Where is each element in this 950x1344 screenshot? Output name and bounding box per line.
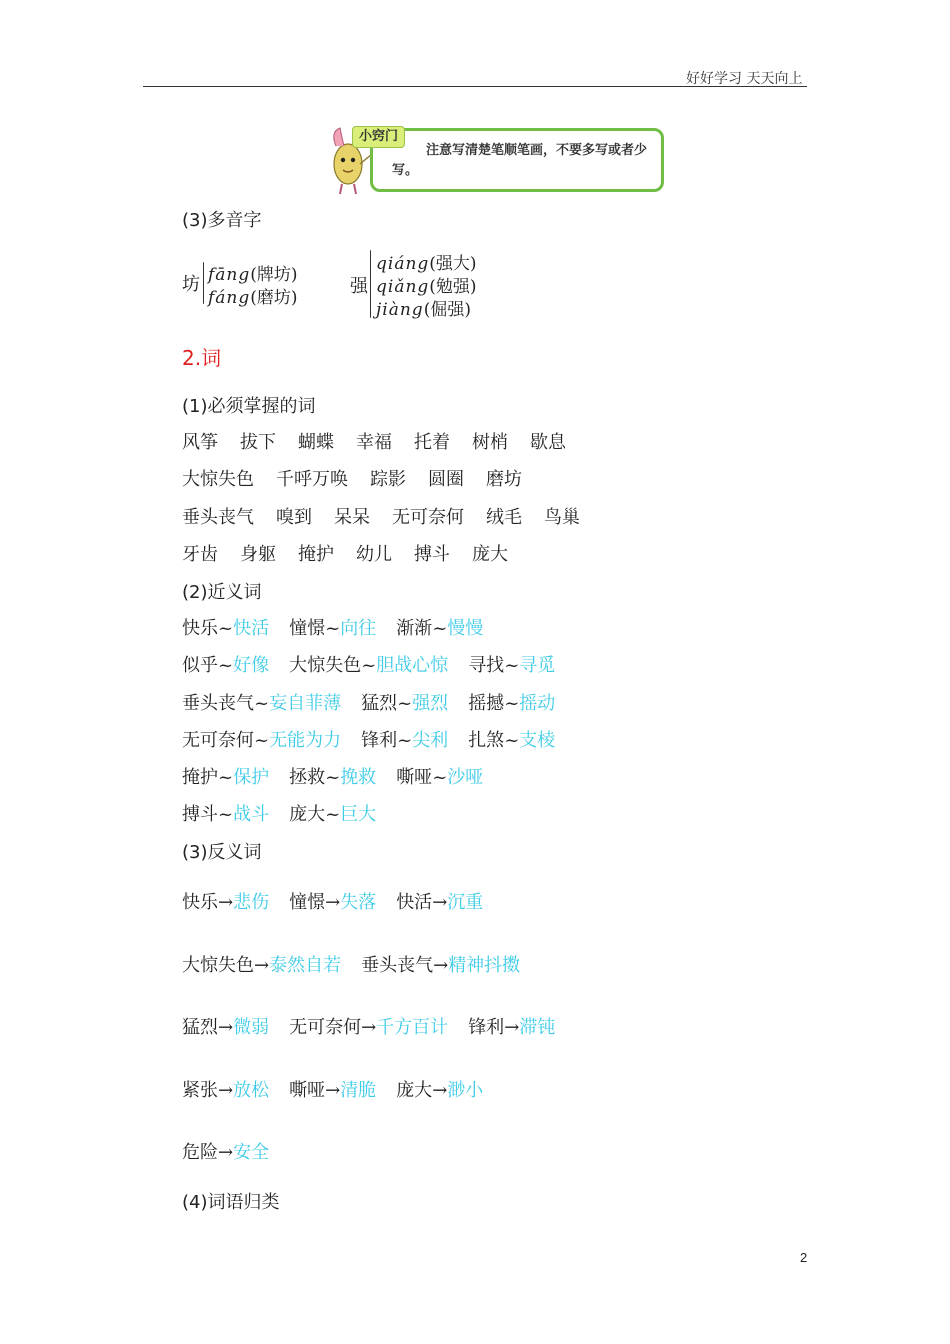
pair-separator: ~ <box>361 655 377 676</box>
pair-separator: ~ <box>432 767 448 788</box>
pair-term: 庞大 <box>396 1080 433 1101</box>
pair-answer: 好像 <box>233 655 270 676</box>
pair-answer: 战斗 <box>233 804 270 825</box>
pair-term: 无可奈何 <box>182 730 254 751</box>
pair-answer: 向往 <box>340 618 377 639</box>
pair-separator: ~ <box>397 693 413 714</box>
pair-separator: ~ <box>254 693 270 714</box>
pair-separator: → <box>218 1142 234 1163</box>
pair-separator: ~ <box>254 730 270 751</box>
pair-separator: → <box>325 1080 341 1101</box>
vocab-word: 踪影 <box>370 469 406 490</box>
pair-answer: 滞钝 <box>519 1017 556 1038</box>
word-pair <box>182 891 269 915</box>
vocab-word: 蝴蝶 <box>298 432 334 453</box>
pair-answer: 胆战心惊 <box>376 655 449 676</box>
vocab-word: 幼儿 <box>356 544 392 565</box>
vocab-word: 风筝 <box>182 432 218 453</box>
pair-separator: ~ <box>325 804 341 825</box>
pair-separator: → <box>504 1017 520 1038</box>
pair-separator: → <box>432 1080 448 1101</box>
vocab-word: 身躯 <box>240 544 276 565</box>
word-pair <box>289 891 376 915</box>
word-row <box>182 543 530 567</box>
synonym-row <box>182 803 396 827</box>
synonym-row <box>182 654 575 678</box>
antonym-row <box>182 954 540 978</box>
vocab-word: 呆呆 <box>334 507 370 528</box>
vocab-word: 鸟巢 <box>544 507 580 528</box>
pair-separator: → <box>218 892 234 913</box>
pair-term: 憧憬 <box>289 892 326 913</box>
pair-answer: 慢慢 <box>447 618 484 639</box>
pair-separator: ~ <box>504 655 520 676</box>
pair-answer: 妄自菲薄 <box>269 693 342 714</box>
pair-term: 嘶哑 <box>289 1080 326 1101</box>
section-heading: 2.词 <box>182 346 222 370</box>
vocab-word: 拔下 <box>240 432 276 453</box>
brace <box>203 262 204 304</box>
antonyms-title: (3)反义词 <box>182 842 262 863</box>
pair-answer: 沙哑 <box>447 767 484 788</box>
header-text: 好好学习 天天向上 <box>686 71 803 87</box>
synonym-row <box>182 617 503 641</box>
pair-answer: 巨大 <box>340 804 377 825</box>
pair-separator: ~ <box>504 693 520 714</box>
word-pair <box>468 729 555 753</box>
word-pair <box>289 766 376 790</box>
pinyin-reading: fāng(牌坊) <box>208 265 298 285</box>
vocab-word: 幸福 <box>356 432 392 453</box>
must-words-title: (1)必须掌握的词 <box>182 396 316 417</box>
tip-text: 注意写清楚笔顺笔画，不要多写或者少写。 <box>392 143 648 178</box>
pair-term: 大惊失色 <box>182 955 254 976</box>
vocab-word: 搏斗 <box>414 544 450 565</box>
word-pair <box>182 692 341 716</box>
pinyin-reading: qiǎng(勉强) <box>376 277 477 297</box>
vocab-word: 圆圈 <box>428 469 464 490</box>
pair-separator: ~ <box>397 730 413 751</box>
pinyin-reading: fáng(磨坊) <box>208 288 298 308</box>
pinyin-reading: qiáng(强大) <box>376 254 477 274</box>
header-rule <box>143 86 807 87</box>
word-pair <box>182 1079 269 1103</box>
pair-term: 垂头丧气 <box>361 955 434 976</box>
pair-separator: → <box>433 955 449 976</box>
pair-term: 快乐 <box>182 892 218 913</box>
word-pair <box>182 1016 269 1040</box>
vocab-word: 无可奈何 <box>392 507 464 528</box>
word-pair <box>289 803 376 827</box>
pair-term: 憧憬 <box>289 618 326 639</box>
tip-badge: 小窍门 <box>352 126 405 148</box>
pair-answer: 安全 <box>233 1142 270 1163</box>
pair-separator: → <box>254 955 270 976</box>
pair-answer: 无能为力 <box>269 730 342 751</box>
page-number: 2 <box>800 1250 808 1265</box>
pair-answer: 尖利 <box>412 730 449 751</box>
pair-term: 似乎 <box>182 655 218 676</box>
vocab-word: 垂头丧气 <box>182 507 254 528</box>
poly-char: 坊 <box>182 274 200 295</box>
pair-term: 锋利 <box>468 1017 505 1038</box>
pair-separator: ~ <box>504 730 520 751</box>
word-pair <box>468 692 555 716</box>
polyphonic-title: (3)多音字 <box>182 210 262 231</box>
vocab-word: 树梢 <box>472 432 508 453</box>
word-pair <box>182 803 269 827</box>
word-pair <box>289 654 448 678</box>
word-pair <box>396 766 483 790</box>
pair-term: 渐渐 <box>396 618 433 639</box>
pair-answer: 清脆 <box>340 1080 377 1101</box>
pair-answer: 支棱 <box>519 730 556 751</box>
word-row <box>182 468 544 492</box>
pair-term: 危险 <box>182 1142 218 1163</box>
synonyms-title: (2)近义词 <box>182 582 262 603</box>
word-pair <box>182 766 269 790</box>
word-pair <box>182 729 341 753</box>
word-pair <box>361 692 448 716</box>
synonym-row <box>182 766 503 790</box>
pair-term: 寻找 <box>468 655 505 676</box>
pair-answer: 失落 <box>340 892 377 913</box>
vocab-word: 歇息 <box>530 432 566 453</box>
pair-term: 猛烈 <box>361 693 398 714</box>
pair-term: 嘶哑 <box>396 767 433 788</box>
pinyin-reading: jiàng(倔强) <box>376 300 471 320</box>
pair-separator: ~ <box>218 804 234 825</box>
antonym-row <box>182 891 503 915</box>
pair-term: 快乐 <box>182 618 218 639</box>
pair-answer: 精神抖擞 <box>448 955 521 976</box>
word-pair <box>468 654 555 678</box>
pair-answer: 快活 <box>233 618 270 639</box>
synonym-row <box>182 692 575 716</box>
pair-separator: ~ <box>218 767 234 788</box>
pair-term: 快活 <box>396 892 433 913</box>
antonym-row <box>182 1079 503 1103</box>
pair-separator: ~ <box>432 618 448 639</box>
vocab-word: 庞大 <box>472 544 508 565</box>
pair-term: 摇撼 <box>468 693 505 714</box>
word-pair <box>468 1016 555 1040</box>
pair-term: 庞大 <box>289 804 326 825</box>
vocab-word: 千呼万唤 <box>276 469 348 490</box>
word-row <box>182 506 602 530</box>
pair-answer: 悲伤 <box>233 892 270 913</box>
pair-answer: 沉重 <box>447 892 484 913</box>
word-pair <box>289 1079 376 1103</box>
pair-term: 无可奈何 <box>289 1017 362 1038</box>
pair-separator: ~ <box>218 618 234 639</box>
vocab-word: 大惊失色 <box>182 469 254 490</box>
vocab-word: 嗅到 <box>276 507 312 528</box>
brace <box>370 250 371 318</box>
pair-term: 拯救 <box>289 767 326 788</box>
poly-char: 强 <box>350 276 368 297</box>
vocab-word: 牙齿 <box>182 544 218 565</box>
synonym-row <box>182 729 575 753</box>
pair-answer: 摇动 <box>519 693 556 714</box>
vocab-word: 磨坊 <box>486 469 522 490</box>
pair-term: 垂头丧气 <box>182 693 254 714</box>
vocab-word: 掩护 <box>298 544 334 565</box>
pair-answer: 强烈 <box>412 693 449 714</box>
word-pair <box>289 617 376 641</box>
word-pair <box>182 617 269 641</box>
word-pair <box>182 954 341 978</box>
pair-answer: 千方百计 <box>376 1017 449 1038</box>
antonym-row <box>182 1016 575 1040</box>
pair-separator: → <box>361 1017 377 1038</box>
pair-answer: 放松 <box>233 1080 270 1101</box>
word-pair <box>289 1016 448 1040</box>
pair-answer: 保护 <box>233 767 270 788</box>
classify-title: (4)词语归类 <box>182 1192 280 1213</box>
vocab-word: 绒毛 <box>486 507 522 528</box>
pair-separator: → <box>218 1017 234 1038</box>
pair-term: 猛烈 <box>182 1017 218 1038</box>
pair-separator: → <box>325 892 341 913</box>
word-row <box>182 431 588 455</box>
pair-answer: 微弱 <box>233 1017 270 1038</box>
pair-answer: 寻觅 <box>519 655 556 676</box>
word-pair <box>182 654 269 678</box>
pair-term: 搏斗 <box>182 804 218 825</box>
vocab-word: 托着 <box>414 432 450 453</box>
word-pair <box>182 1141 269 1165</box>
pair-separator: → <box>432 892 448 913</box>
pair-term: 紧张 <box>182 1080 218 1101</box>
pair-separator: ~ <box>218 655 234 676</box>
word-pair <box>361 729 448 753</box>
pair-separator: ~ <box>325 767 341 788</box>
word-pair <box>396 891 483 915</box>
word-pair <box>361 954 520 978</box>
pair-term: 掩护 <box>182 767 218 788</box>
pair-term: 大惊失色 <box>289 655 362 676</box>
pair-term: 扎煞 <box>468 730 505 751</box>
word-pair <box>396 1079 483 1103</box>
word-pair <box>396 617 483 641</box>
pair-answer: 渺小 <box>447 1080 484 1101</box>
pair-separator: ~ <box>325 618 341 639</box>
pair-separator: → <box>218 1080 234 1101</box>
pair-answer: 挽救 <box>340 767 377 788</box>
antonym-row <box>182 1141 289 1165</box>
pair-answer: 泰然自若 <box>269 955 342 976</box>
pair-term: 锋利 <box>361 730 398 751</box>
